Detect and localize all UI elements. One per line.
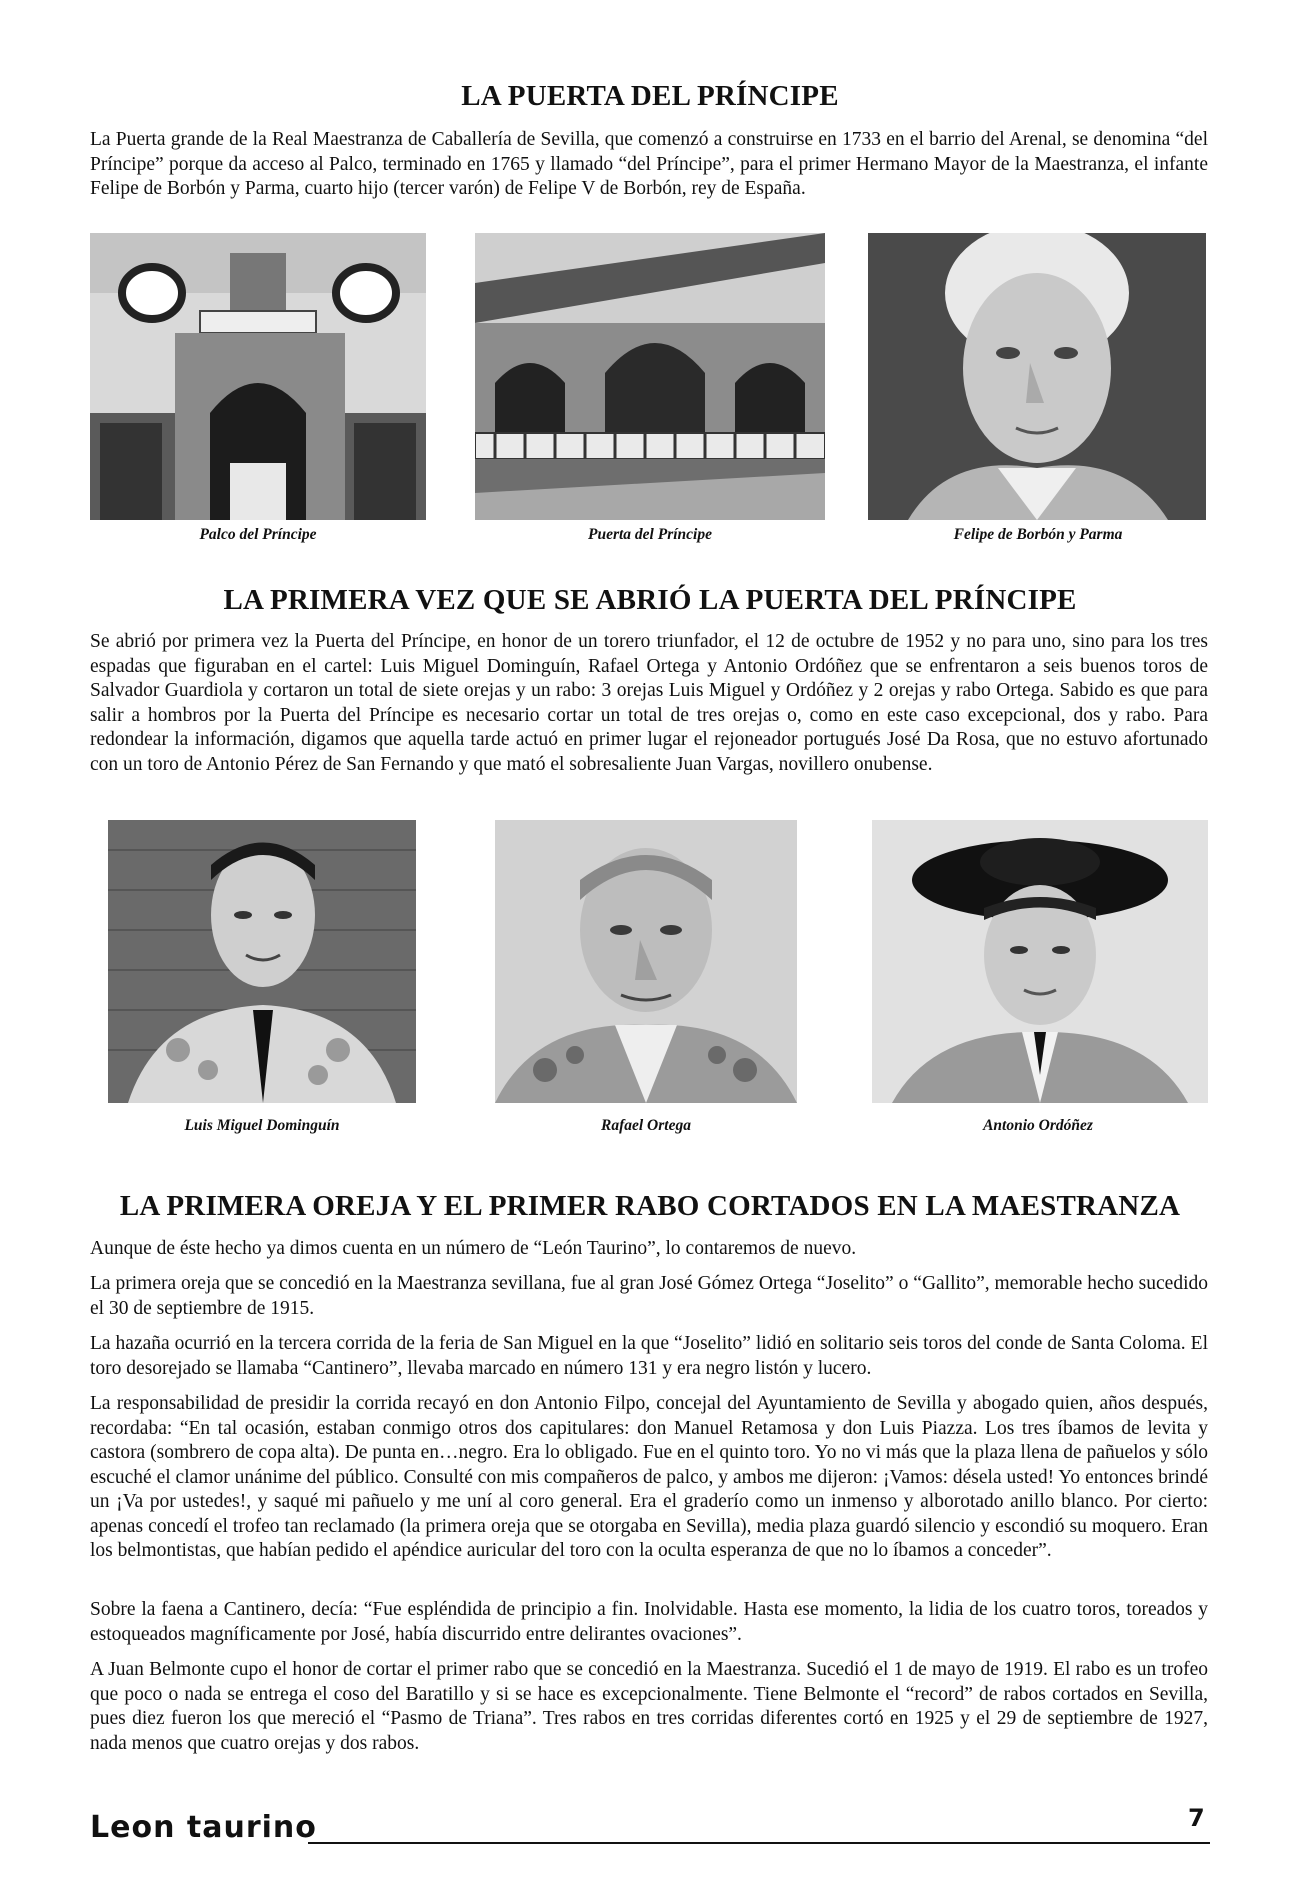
caption-felipe-de-borbon: Felipe de Borbón y Parma	[953, 526, 1123, 543]
photo-luis-miguel-dominguin	[108, 820, 416, 1103]
photo-felipe-de-borbon	[868, 233, 1206, 520]
section-title-primera-oreja: LA PRIMERA OREJA Y EL PRIMER RABO CORTADOS EN LA MAESTRANZA	[119, 1190, 1181, 1222]
photo-antonio-ordonez	[872, 820, 1208, 1103]
section-title-puerta-del-principe: LA PUERTA DEL PRÍNCIPE	[461, 80, 839, 112]
section-paragraph: Sobre la faena a Cantinero, decía: “Fue espléndida de principio a fin. Inolvidable. Hasta ese momento, la lidia de los cuatro toros, toreados y estoqueados magníficamente por José, había discurrido entre delirantes ovaciones”.	[90, 1599, 1208, 1645]
photo-rafael-ortega	[495, 820, 797, 1103]
section-paragraph: La primera oreja que se concedió en la Maestranza sevillana, fue al gran José Gómez Ortega “Joselito” o “Gallito”, memorable hecho sucedido el 30 de septiembre de 1915.	[90, 1273, 1208, 1319]
publication-title: Leon taurino	[90, 1810, 317, 1845]
caption-rafael-ortega: Rafael Ortega	[601, 1117, 691, 1134]
section-paragraph: Aunque de éste hecho ya dimos cuenta en un número de “León Taurino”, lo contaremos de nuevo.	[90, 1238, 857, 1259]
section-paragraph: A Juan Belmonte cupo el honor de cortar el primer rabo que se concedió en la Maestranza. Sucedió el 1 de mayo de 1919. El rabo es un trofeo que poco o nada se entrega el coso del Baratillo y si se hace es excepcionalmente. Tiene Belmonte el “record” de rabos cortados en Sevilla, pues diez fueron los que mereció el “Pasmo de Triana”. Tres rabos en tres corridas diferentes cortó en 1925 y el 29 de septiembre de 1927, nada menos que cuatro orejas y dos rabos.	[90, 1659, 1208, 1754]
section-paragraph: La Puerta grande de la Real Maestranza de Caballería de Sevilla, que comenzó a construirse en 1733 en el barrio del Arenal, se denomina “del Príncipe” porque da acceso al Palco, terminado en 1765 y llamado “del Príncipe”, para el primer Hermano Mayor de la Maestranza, el infante Felipe de Borbón y Parma, cuarto hijo (tercer varón) de Felipe V de Borbón, rey de España.	[90, 129, 1208, 199]
section-title-primera-vez: LA PRIMERA VEZ QUE SE ABRIÓ LA PUERTA DEL PRÍNCIPE	[223, 584, 1077, 616]
caption-luis-miguel-dominguin: Luis Miguel Dominguín	[184, 1117, 340, 1134]
photo-palco-del-principe	[90, 233, 426, 520]
footer-rule	[308, 1842, 1210, 1844]
section-paragraph: La hazaña ocurrió en la tercera corrida de la feria de San Miguel en la que “Joselito” lidió en solitario seis toros del conde de Santa Coloma. El toro desorejado se llamaba “Cantinero”, llevaba marcado en número 131 y era negro listón y lucero.	[90, 1333, 1208, 1379]
caption-palco-del-principe: Palco del Príncipe	[199, 526, 317, 543]
photo-puerta-del-principe	[475, 233, 825, 520]
section-paragraph: La responsabilidad de presidir la corrida recayó en don Antonio Filpo, concejal del Ayuntamiento de Sevilla y abogado quien, años después, recordaba: “En tal ocasión, estaban conmigo otros dos capitulares: don Manuel Retamosa y don Luis Piazza. Los tres íbamos de levita y castora (sombrero de copa alta). De punta en…negro. Era lo obligado. Fue en el quinto toro. Yo no vi más que la plaza llena de pañuelos y sólo escuché el clamor unánime del público. Consulté con mis compañeros de palco, y ambos me dijeron: ¡Vamos: désela usted! Yo entonces brindé un ¡Va por ustedes!, y saqué mi pañuelo y me uní al coro general. Era el graderío como un inmenso y alborotado anillo blanco. Por cierto: apenas concedí el trofeo tan reclamado (la primera oreja que se otorgaba en Sevilla), media plaza guardó silencio y escondió su moquero. Eran los belmontistas, que habían pedido el apéndice auricular del toro con la oculta esperanza de que no lo íbamos a conceder”.	[90, 1393, 1208, 1561]
caption-puerta-del-principe: Puerta del Príncipe	[588, 526, 712, 543]
caption-antonio-ordonez: Antonio Ordóñez	[983, 1117, 1093, 1134]
page-number: 7	[1188, 1804, 1205, 1832]
section-paragraph: Se abrió por primera vez la Puerta del Príncipe, en honor de un torero triunfador, el 12 de octubre de 1952 y no para uno, sino para los tres espadas que figuraban en el cartel: Luis Miguel Dominguín, Rafael Ortega y Antonio Ordóñez que se enfrentaron a seis buenos toros de Salvador Guardiola y cortaron un total de siete orejas y un rabo: 3 orejas Luis Miguel y Ordóñez y 2 orejas y rabo Ortega. Sabido es que para salir a hombros por la Puerta del Príncipe es necesario cortar un total de tres orejas o, como en este caso excepcional, dos y rabo. Para redondear la información, digamos que aquella tarde actuó en primer lugar el rejoneador portugués José Da Rosa, que no estuvo afortunado con un toro de Antonio Pérez de San Fernando y que mató el sobresaliente Juan Vargas, novillero onubense.	[90, 631, 1208, 775]
